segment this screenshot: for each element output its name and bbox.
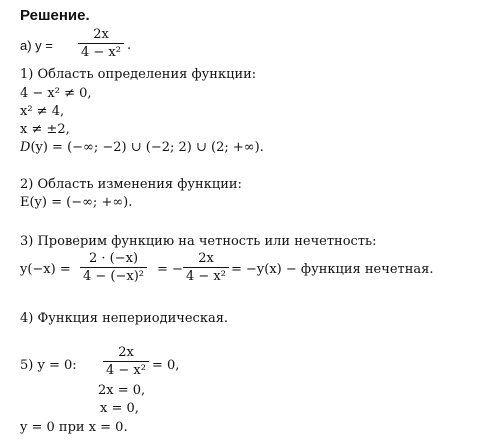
fraction-bar — [183, 267, 229, 268]
range-title: 2) Область изменения функции: — [20, 177, 242, 192]
domain-line-1: 4 − x² ≠ 0, — [20, 86, 92, 101]
fraction-bar — [80, 267, 147, 268]
function-fraction — [78, 27, 124, 60]
parity-fraction-1 — [80, 251, 147, 284]
parity-fraction-1-numerator: 2 · (−x) — [88, 251, 139, 266]
parity-fraction-2-numerator: 2x — [198, 251, 214, 266]
zeros-line-3: x = 0, — [100, 401, 139, 416]
domain-title: 1) Область определения функции: — [20, 67, 257, 82]
function-numerator: 2x — [93, 27, 109, 42]
domain-result — [20, 140, 264, 155]
function-prefix: а) y = — [20, 38, 53, 53]
parity-fraction-2-denominator: 4 − x² — [186, 269, 226, 284]
zeros-denominator: 4 − x² — [106, 363, 146, 378]
parity-fraction-2 — [183, 251, 229, 284]
solution-heading: Решение. — [20, 7, 90, 24]
domain-line-3: x ≠ ±2, — [20, 122, 70, 137]
zeros-numerator: 2x — [118, 345, 134, 360]
zeros-label: 5) y = 0: — [20, 358, 77, 373]
zeros-fraction — [103, 345, 149, 378]
fraction-bar — [78, 43, 124, 44]
domain-symbol: D — [20, 140, 31, 155]
function-suffix: . — [127, 38, 132, 53]
domain-line-2: x² ≠ 4, — [20, 104, 65, 119]
parity-title: 3) Проверим функцию на четность или нечетность: — [20, 234, 377, 249]
parity-rhs: = −y(x) − функция нечетная. — [231, 262, 434, 277]
parity-equals-minus: = − — [157, 262, 183, 277]
periodicity-statement: 4) Функция непериодическая. — [20, 311, 229, 326]
domain-expression: (y) = (−∞; −2) ∪ (−2; 2) ∪ (2; +∞). — [30, 140, 264, 155]
zeros-equals-zero: = 0, — [152, 358, 180, 373]
function-denominator: 4 − x² — [81, 45, 121, 60]
fraction-bar — [103, 361, 149, 362]
zeros-conclusion: y = 0 при x = 0. — [20, 420, 128, 435]
zeros-line-2: 2x = 0, — [98, 383, 146, 398]
parity-fraction-1-denominator: 4 − (−x)² — [83, 269, 145, 284]
range-result: E(y) = (−∞; +∞). — [20, 195, 133, 210]
parity-lhs: y(−x) = — [20, 262, 71, 277]
